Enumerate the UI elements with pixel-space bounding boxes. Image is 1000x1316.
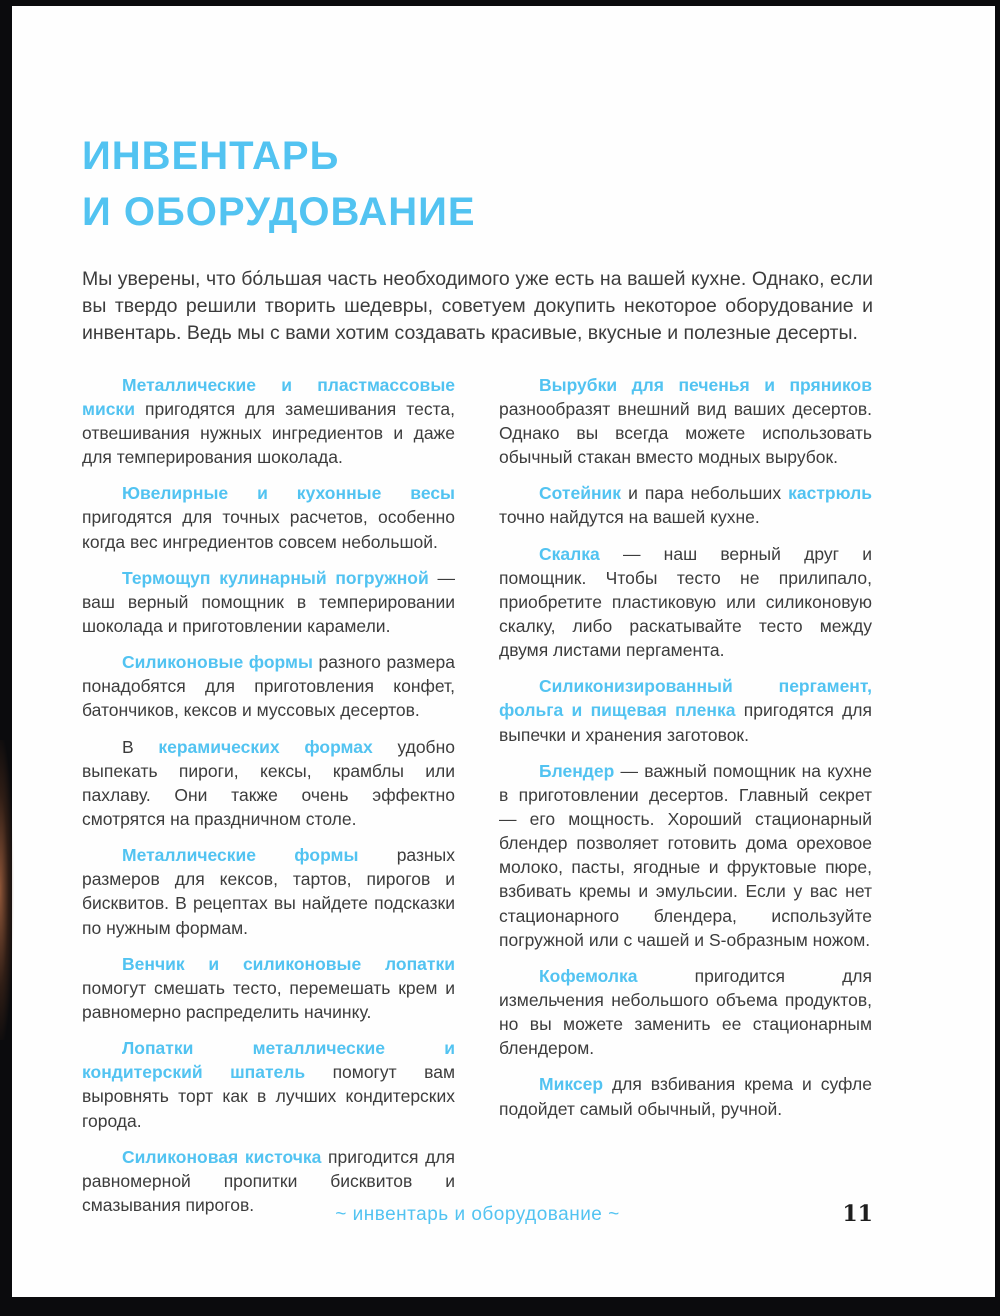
body-paragraph bbox=[82, 843, 455, 940]
text-segment: В bbox=[122, 736, 159, 757]
page-title bbox=[82, 128, 873, 240]
text-segment: пригодится для измельчения небольшого объема продуктов, но вы можете заменить ее стационарным блендером. bbox=[499, 965, 872, 1059]
body-paragraph bbox=[499, 1072, 872, 1120]
text-segment: для взбивания крема и суфле подойдет самый обычный, ручной. bbox=[499, 1074, 872, 1119]
accent-term: Вырубки для печенья и пряников bbox=[539, 374, 872, 395]
accent-term: Силиконизированный пергамент, фольга и пищевая пленка bbox=[499, 676, 872, 721]
text-segment: — наш верный друг и помощник. Чтобы тесто не прилипало, приобретите пластиковую или силиконовую скалку, либо раскатывайте тесто между двумя листами пергамента. bbox=[499, 543, 872, 661]
accent-term: Лопатки металлические и кондитерский шпатель bbox=[82, 1038, 455, 1083]
book-page bbox=[12, 6, 995, 1297]
accent-term: Венчик и силиконовые лопатки bbox=[122, 953, 455, 974]
body-paragraph bbox=[82, 1036, 455, 1133]
body-paragraph bbox=[82, 481, 455, 553]
accent-term: Термощуп кулинарный погружной bbox=[122, 567, 429, 588]
body-paragraph bbox=[82, 650, 455, 722]
body-paragraph bbox=[499, 759, 872, 952]
body-paragraph bbox=[499, 373, 872, 470]
title-line-2: И ОБОРУДОВАНИЕ bbox=[82, 190, 476, 234]
body-paragraph bbox=[82, 735, 455, 832]
intro-paragraph: Мы уверены, что бо́льшая часть необходимого уже есть на вашей кухне. Однако, если вы твердо решили творить шедевры, советуем докупить некоторое оборудование и инвентарь. Ведь мы с вами хотим создавать красивые, вкусные и полезные десерты. bbox=[82, 268, 873, 344]
text-segment: пригодится для равномерной пропитки бисквитов и смазывания пирогов. bbox=[82, 1146, 455, 1215]
accent-term: Блендер bbox=[539, 760, 615, 781]
page-number: 11 bbox=[842, 1201, 873, 1227]
photo-edge-smudge bbox=[0, 740, 16, 1040]
text-segment: пригодятся для точных расчетов, особенно когда вес ингредиентов совсем небольшой. bbox=[82, 507, 455, 552]
right-column bbox=[499, 373, 872, 1229]
accent-term: Скалка bbox=[539, 543, 600, 564]
body-paragraph bbox=[499, 674, 872, 746]
text-segment: помогут смешать тесто, перемешать крем и равномерно распределить начинку. bbox=[82, 977, 455, 1022]
two-column-text bbox=[82, 373, 873, 1229]
page-footer bbox=[82, 1201, 873, 1234]
accent-term: Ювелирные и кухонные весы bbox=[122, 483, 455, 504]
text-segment: точно найдутся на вашей кухне. bbox=[499, 507, 760, 528]
text-segment: разнообразят внешний вид ваших десертов. Однако вы всегда можете использовать обычный стакан вместо модных вырубок. bbox=[499, 398, 872, 468]
text-segment: — ваш верный помощник в темперировании шоколада и приготовлении карамели. bbox=[82, 567, 455, 636]
accent-term: Миксер bbox=[539, 1074, 604, 1095]
body-paragraph bbox=[82, 566, 455, 638]
accent-term: Силиконовая кисточка bbox=[122, 1146, 322, 1167]
text-segment: и пара небольших bbox=[621, 483, 789, 504]
left-column bbox=[82, 373, 455, 1229]
running-title: ~ инвентарь и оборудование ~ bbox=[335, 1204, 620, 1225]
accent-term: Кофемолка bbox=[539, 965, 638, 986]
body-paragraph bbox=[499, 964, 872, 1061]
text-segment: помогут вам выровнять торт как в лучших кондитерских города. bbox=[82, 1062, 455, 1131]
accent-term: Сотейник bbox=[539, 483, 622, 504]
text-segment: удобно выпекать пироги, кексы, крамблы или пахлаву. Они также очень эффектно смотрятся на праздничном столе. bbox=[82, 736, 455, 829]
body-paragraph bbox=[82, 952, 455, 1024]
body-paragraph bbox=[82, 373, 455, 470]
body-paragraph bbox=[499, 481, 872, 529]
text-segment: разного размера понадобятся для приготовления конфет, батончиков, кексов и муссовых десертов. bbox=[82, 652, 455, 721]
text-segment: разных размеров для кексов, тартов, пирогов и бисквитов. В рецептах вы найдете подсказки по нужным формам. bbox=[82, 845, 455, 938]
text-segment: пригодятся для выпечки и хранения заготовок. bbox=[499, 700, 872, 745]
text-segment: пригодятся для замешивания теста, отвешивания нужных ингредиентов и даже для темперирования шоколада. bbox=[82, 398, 455, 468]
text-segment: — важный помощник на кухне в приготовлении десертов. Главный секрет — его мощность. Хороший стационарный блендер позволяет готовить дома ореховое молоко, пасты, ягодные и фруктовые пюре, взбивать кремы и эмульсии. Если у вас нет стационарного блендера, используйте погружной или с чашей и S-образным ножом. bbox=[499, 760, 872, 950]
accent-term: Силиконовые формы bbox=[122, 652, 313, 673]
accent-term: Металлические формы bbox=[122, 845, 359, 866]
accent-term: Металлические и пластмассовые миски bbox=[82, 374, 455, 419]
title-line-1: ИНВЕНТАРЬ bbox=[82, 134, 340, 178]
accent-term: кастрюль bbox=[788, 483, 872, 504]
accent-term: керамических формах bbox=[158, 736, 373, 757]
body-paragraph bbox=[499, 542, 872, 663]
